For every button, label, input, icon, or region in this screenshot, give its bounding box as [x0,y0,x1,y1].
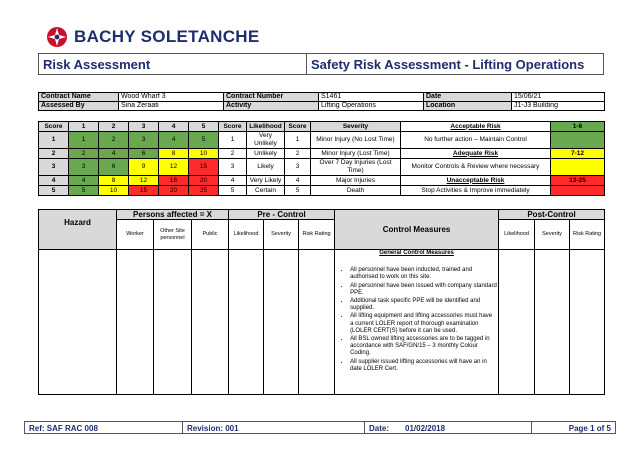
pre-risk-rating-header: Risk Rating [299,220,335,250]
post-severity-cell [535,250,570,395]
pre-severity-header: Severity [264,220,299,250]
matrix-cell: 3 [69,159,99,176]
location-label: Location [424,102,512,111]
assessed-by-label: Assessed By [39,102,119,111]
adequate-risk-desc: Monitor Controls & Review where necessary [401,159,551,176]
pre-control-header: Pre - Control [229,210,335,220]
document-title: Safety Risk Assessment - Lifting Operations [311,57,585,72]
matrix-col-5: 5 [189,122,219,132]
matrix-score-header: Score [39,122,69,132]
matrix-cell: 9 [129,159,159,176]
matrix-cell: 12 [159,159,189,176]
unacceptable-risk-label: Unacceptable Risk [401,176,551,186]
logo-emblem-icon [46,26,68,48]
matrix-cell: 3 [129,132,159,149]
matrix-cell: 8 [159,149,189,159]
severity-score: 3 [285,159,311,176]
severity-score: 2 [285,149,311,159]
matrix-cell: 4 [159,132,189,149]
matrix-cell: 5 [69,186,99,196]
matrix-cell: 10 [99,186,129,196]
severity-header: Severity [311,122,401,132]
unacceptable-risk-desc: Stop Activities & Improve immediately [401,186,551,196]
severity-score: 1 [285,132,311,149]
matrix-row-5: 5 [39,186,69,196]
assessed-by-value: Sina Zeraati [119,102,224,111]
likelihood-score-header: Score [219,122,247,132]
hazard-header: Hazard [39,210,117,250]
control-measures-cell [335,250,499,395]
public-cell [192,250,229,395]
adequate-risk-range: 7-12 [551,149,605,159]
acceptable-risk-label: Acceptable Risk [401,122,551,132]
matrix-cell: 1 [69,132,99,149]
contract-number-value: S1461 [319,93,424,102]
matrix-col-1: 1 [69,122,99,132]
contract-info-table [38,92,605,111]
matrix-cell: 2 [69,149,99,159]
document-type: Risk Assessment [39,54,307,74]
list-item: • All lifting equipment and lifting accessories must have a current LOLER report of thorough examination (LOLER CERT(S) before it can be used. [350,313,497,335]
list-item: • All personnel have been inducted, trained and authorised to work on this site. [350,267,497,281]
general-control-measures-title: General Control Measures [379,250,454,256]
acceptable-risk-range: 1-6 [551,122,605,132]
acceptable-color-cell [551,132,605,149]
likelihood-text: Certain [247,186,285,196]
footer-page: Page 1 of 5 [568,424,611,433]
unacceptable-risk-range: 13-25 [551,176,605,186]
severity-text: Minor Injury (Lost Time) [311,149,401,159]
post-risk-rating-header: Risk Rating [570,220,605,250]
control-measures-header: Control Measures [335,210,499,250]
severity-score: 4 [285,176,311,186]
likelihood-text: Very Likely [247,176,285,186]
activity-value: Lifting Operations [319,102,424,111]
matrix-cell: 5 [189,132,219,149]
matrix-cell: 6 [129,149,159,159]
post-severity-header: Severity [535,220,570,250]
matrix-cell: 20 [159,186,189,196]
likelihood-score: 2 [219,149,247,159]
footer-ref: Ref: SAF RAC 008 [25,422,183,433]
location-value: J1-J3 Building [512,102,605,111]
worker-cell [117,250,154,395]
list-item: • Additional task specific PPE will be identified and supplied. [350,298,497,312]
date-label: Date [424,93,512,102]
post-likelihood-cell [499,250,535,395]
post-likelihood-header: Likelihood [499,220,535,250]
severity-text: Major Injuries [311,176,401,186]
footer-date [365,422,532,433]
pre-likelihood-header: Likelihood [229,220,264,250]
severity-text: Over 7 Day Injuries (Lost Time) [311,159,401,176]
matrix-cell: 25 [189,186,219,196]
likelihood-score: 1 [219,132,247,149]
brand-name: BACHY SOLETANCHE [74,27,260,46]
matrix-row-4: 4 [39,176,69,186]
likelihood-header: Likelihood [247,122,285,132]
activity-label: Activity [224,102,319,111]
hazard-table [38,209,605,395]
matrix-row-1: 1 [39,132,69,149]
matrix-cell: 15 [189,159,219,176]
pre-severity-cell [264,250,299,395]
matrix-cell: 12 [129,176,159,186]
control-measures-list [336,267,497,373]
matrix-cell: 16 [159,176,189,186]
matrix-row-3: 3 [39,159,69,176]
matrix-cell: 4 [99,149,129,159]
list-item: • All supplier issued lifting accessories will have an in date LOLER Cert. [350,359,497,373]
adequate-color-cell [551,159,605,176]
matrix-col-4: 4 [159,122,189,132]
list-item: • All BSL owned lifting accessories are to be tagged in accordance with SAF/GN/15 – 3 monthly Colour Coding. [350,336,497,358]
likelihood-score: 4 [219,176,247,186]
footer-date-label: Date: [369,424,390,433]
adequate-risk-label: Adequate Risk [401,149,551,159]
severity-text: Death [311,186,401,196]
matrix-col-2: 2 [99,122,129,132]
pre-risk-rating-cell [299,250,335,395]
unacceptable-color-cell [551,186,605,196]
matrix-cell: 20 [189,176,219,186]
contract-number-label: Contract Number [224,93,319,102]
likelihood-text: Very Unlikely [247,132,285,149]
company-logo [46,24,260,50]
matrix-cell: 8 [99,176,129,186]
post-risk-rating-cell [570,250,605,395]
matrix-row-2: 2 [39,149,69,159]
severity-score: 5 [285,186,311,196]
list-item: • All personnel have been issued with company standard PPE. [350,283,497,297]
other-personnel-cell [154,250,192,395]
pre-likelihood-cell [229,250,264,395]
likelihood-text: Unlikely [247,149,285,159]
matrix-cell: 10 [189,149,219,159]
matrix-cell: 2 [99,132,129,149]
date-value: 15/06/21 [512,93,605,102]
severity-score-header: Score [285,122,311,132]
public-header: Public [192,220,229,250]
matrix-col-3: 3 [129,122,159,132]
hazard-cell [39,250,117,395]
matrix-cell: 15 [129,186,159,196]
likelihood-score: 3 [219,159,247,176]
document-footer [24,421,616,434]
likelihood-score: 5 [219,186,247,196]
matrix-cell: 4 [69,176,99,186]
footer-date-value: 01/02/2018 [405,424,446,433]
other-personnel-header: Other Site personnel [154,220,192,250]
post-control-header: Post-Control [499,210,605,220]
worker-header: Worker [117,220,154,250]
acceptable-risk-desc: No further action – Maintain Control [401,132,551,149]
contract-name-label: Contract Name [39,93,119,102]
matrix-cell: 6 [99,159,129,176]
severity-text: Minor Injury (No Lost Time) [311,132,401,149]
risk-matrix-table [38,121,605,196]
likelihood-text: Likely [247,159,285,176]
title-bar [38,53,604,75]
persons-affected-header: Persons affected = X [117,210,229,220]
footer-revision: Revision: 001 [183,422,365,433]
contract-name-value: Wood Wharf 3 [119,93,224,102]
